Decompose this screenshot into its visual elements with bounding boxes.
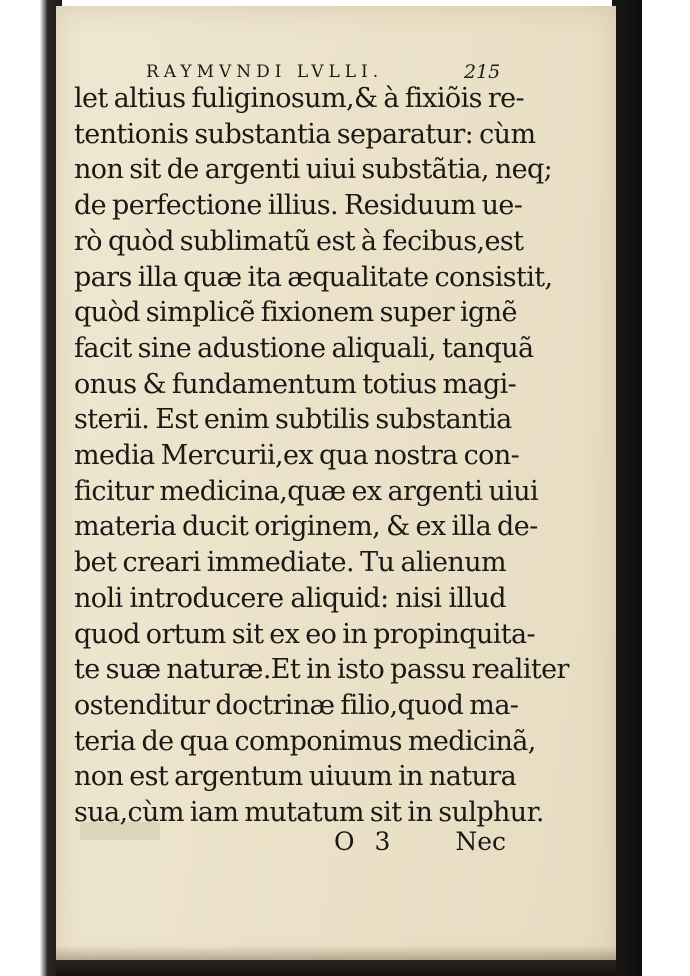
page-footer	[334, 827, 506, 859]
text-line: materia ducit originem, & ex illa de-	[74, 511, 538, 543]
text-line: te suæ naturæ.Et in isto passu realiter	[74, 654, 569, 686]
text-line: non sit de argenti uiui substãtia, neq;	[74, 154, 553, 186]
page-edge-right	[612, 0, 642, 976]
text-line: sterii. Est enim subtilis substantia	[74, 404, 512, 436]
text-line: bet creari immediate. Tu alienum	[74, 547, 506, 579]
text-line: noli introducere aliquid: nisi illud	[74, 582, 506, 614]
text-line: media Mercurii,ex qua nostra con-	[74, 440, 520, 472]
text-line: de perfectione illius. Residuum ue-	[74, 190, 523, 222]
text-line: ficitur medicina,quæ ex argenti uiui	[74, 475, 539, 507]
text-line: tentionis substantia separatur: cùm	[74, 118, 536, 150]
page-edge-bottom	[56, 960, 616, 976]
text-line: non est argentum uiuum in natura	[74, 761, 517, 793]
signature-mark: O 3	[334, 827, 397, 856]
text-line: facit sine adustione aliquali, tanquã	[74, 332, 534, 364]
text-line: ostenditur doctrinæ filio,quod ma-	[74, 689, 519, 721]
page-number: 215	[464, 61, 501, 83]
text-line: sua,cùm iam mutatum sit in sulphur.	[74, 797, 544, 829]
text-line: pars illa quæ ita æqualitate consistit,	[74, 261, 553, 293]
show-through-mark	[80, 822, 160, 840]
catchword: Nec	[455, 827, 506, 856]
text-line: teria de qua componimus medicinã,	[74, 725, 536, 757]
text-line: let altius fuliginosum,& à fixiõis re-	[74, 83, 525, 114]
text-line: quod ortum sit ex eo in propinquita-	[74, 618, 536, 650]
running-head: RAYMVNDI LVLLI.	[146, 62, 384, 82]
text-block	[74, 81, 569, 831]
text-line: onus & fundamentum totius magi-	[74, 368, 517, 400]
text-line: rò quòd sublimatũ est à fecibus,est	[74, 225, 524, 257]
text-line: quòd simplicẽ fixionem super ignẽ	[74, 297, 517, 329]
